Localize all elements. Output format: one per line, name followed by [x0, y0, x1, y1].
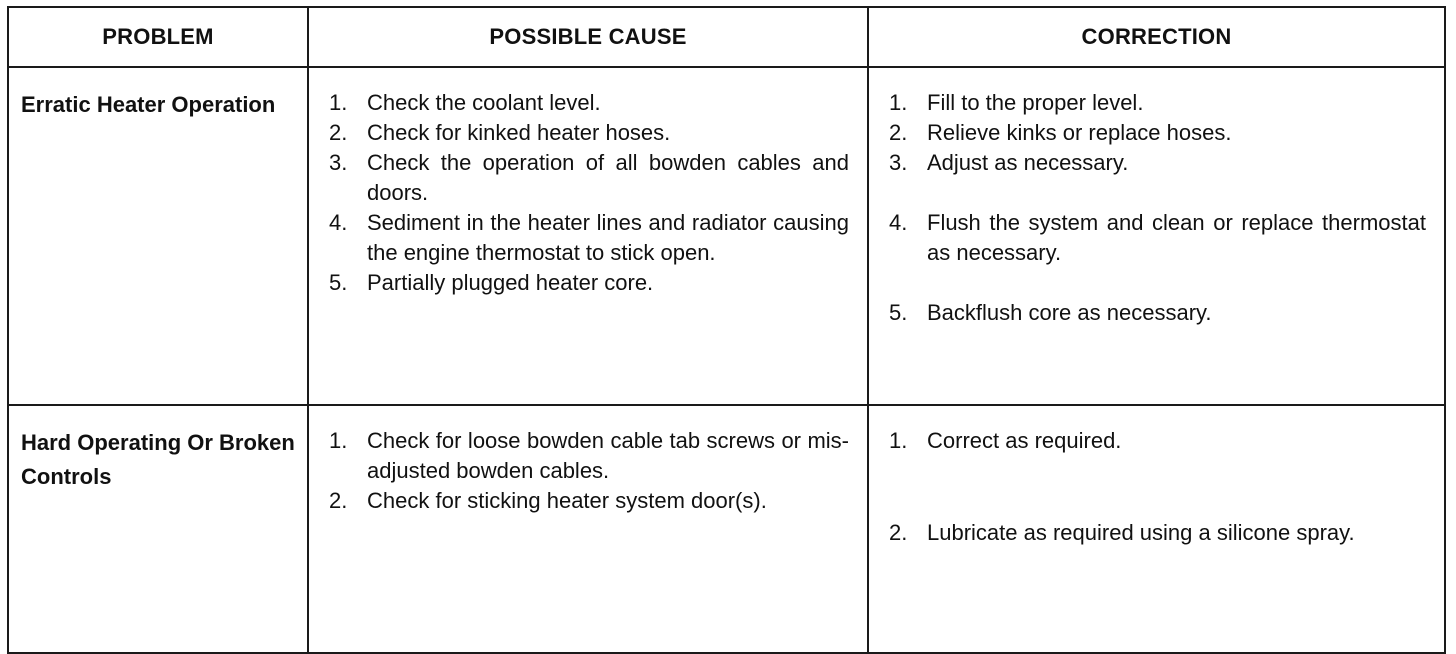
item-number: 2.	[889, 520, 908, 545]
item-text: Flush the system and clean or replace thermostat as necessary.	[927, 210, 1426, 265]
list-item	[329, 118, 849, 148]
item-number: 1.	[889, 428, 908, 453]
cause-list	[309, 406, 867, 516]
item-text: Fill to the proper level.	[927, 90, 1144, 115]
item-number: 4.	[889, 210, 908, 235]
item-text: Backflush core as necessary.	[927, 300, 1212, 325]
list-item	[889, 118, 1426, 148]
cause-cell	[308, 67, 868, 405]
correction-cell	[868, 67, 1445, 405]
item-text: Sediment in the heater lines and radiator causing the engine thermostat to stick open.	[367, 210, 849, 265]
item-number: 2.	[329, 488, 348, 513]
header-problem: PROBLEM	[8, 7, 308, 67]
item-text: Check for sticking heater system door(s).	[367, 488, 767, 513]
item-text: Check the coolant level.	[367, 90, 601, 115]
list-item	[329, 148, 849, 208]
item-number: 1.	[329, 90, 348, 115]
item-number: 2.	[889, 120, 908, 145]
item-text: Partially plugged heater core.	[367, 270, 654, 295]
header-correction: CORRECTION	[868, 7, 1445, 67]
item-number: 4.	[329, 210, 348, 235]
list-item	[889, 426, 1426, 456]
list-item	[889, 148, 1426, 178]
list-item	[889, 208, 1426, 268]
list-item	[329, 88, 849, 118]
item-text: Correct as required.	[927, 428, 1122, 453]
list-item	[329, 208, 849, 268]
problem-cell: Erratic Heater Operation	[8, 67, 308, 405]
header-possible-cause: POSSIBLE CAUSE	[308, 7, 868, 67]
table-row	[8, 67, 1445, 405]
list-item	[889, 518, 1426, 548]
item-number: 2.	[329, 120, 348, 145]
item-number: 1.	[889, 90, 908, 115]
list-item	[329, 268, 849, 298]
item-number: 3.	[329, 150, 348, 175]
item-text: Check the operation of all bowden cables and doors.	[367, 150, 849, 205]
header-row	[8, 7, 1445, 67]
item-text: Lubricate as required using a silicone spray.	[927, 520, 1355, 545]
correction-list	[869, 68, 1444, 328]
item-number: 5.	[329, 270, 348, 295]
item-text: Check for kinked heater hoses.	[367, 120, 671, 145]
list-item	[889, 298, 1426, 328]
list-item	[329, 426, 849, 486]
item-number: 1.	[329, 428, 348, 453]
list-item	[329, 486, 849, 516]
item-number: 5.	[889, 300, 908, 325]
correction-list	[869, 406, 1444, 548]
cause-list	[309, 68, 867, 298]
item-text: Adjust as necessary.	[927, 150, 1129, 175]
list-item	[889, 88, 1426, 118]
item-text: Relieve kinks or replace hoses.	[927, 120, 1232, 145]
item-text: Check for loose bowden cable tab screws or mis-adjusted bowden cables.	[367, 428, 849, 483]
problem-cell: Hard Operating Or Broken Controls	[8, 405, 308, 653]
troubleshooting-table	[7, 6, 1446, 654]
item-number: 3.	[889, 150, 908, 175]
